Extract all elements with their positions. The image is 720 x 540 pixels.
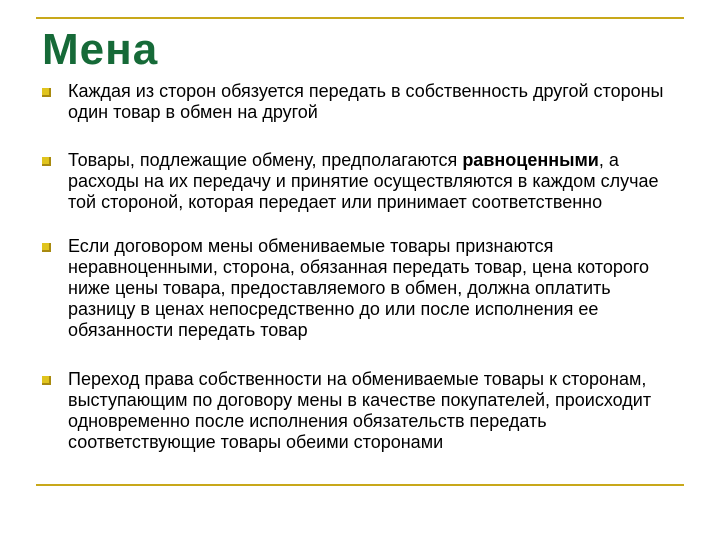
bullet-text: Если договором мены обмениваемые товары признаются неравноценными, сторона, обязанная передать товар, цена которого ниже цены товара, предоставляемого в обмен, должна оплатить разницу в ценах непосредственно до или после исполнения ее обязанности передать товар bbox=[68, 236, 650, 340]
bullet-text: Переход права собственности на обмениваемые товары к сторонам, выступающим по договору мены в качестве покупателей, происходит одновременно после исполнения обязательств передать соответствующие товары обеими сторонами bbox=[68, 369, 652, 452]
slide-title: Мена bbox=[42, 25, 159, 74]
square-bullet-icon bbox=[42, 88, 51, 97]
bottom-divider bbox=[36, 484, 684, 486]
square-bullet-icon bbox=[42, 243, 51, 252]
bullet-text bbox=[68, 150, 668, 213]
bullet-text: Каждая из сторон обязуется передать в собственность другой стороны один товар в обмен на другой bbox=[68, 81, 664, 122]
top-divider bbox=[36, 17, 684, 19]
bullet-text-start: Товары, подлежащие обмену, предполагаются bbox=[68, 150, 463, 170]
square-bullet-icon bbox=[42, 376, 51, 385]
bullet-text-end: , а расходы на их передачу и принятие осуществляются в каждом случае той стороной, которая передает или принимает соответственно bbox=[68, 150, 659, 212]
square-bullet-icon bbox=[42, 157, 51, 166]
bullet-text-bold: равноценными bbox=[462, 150, 599, 170]
